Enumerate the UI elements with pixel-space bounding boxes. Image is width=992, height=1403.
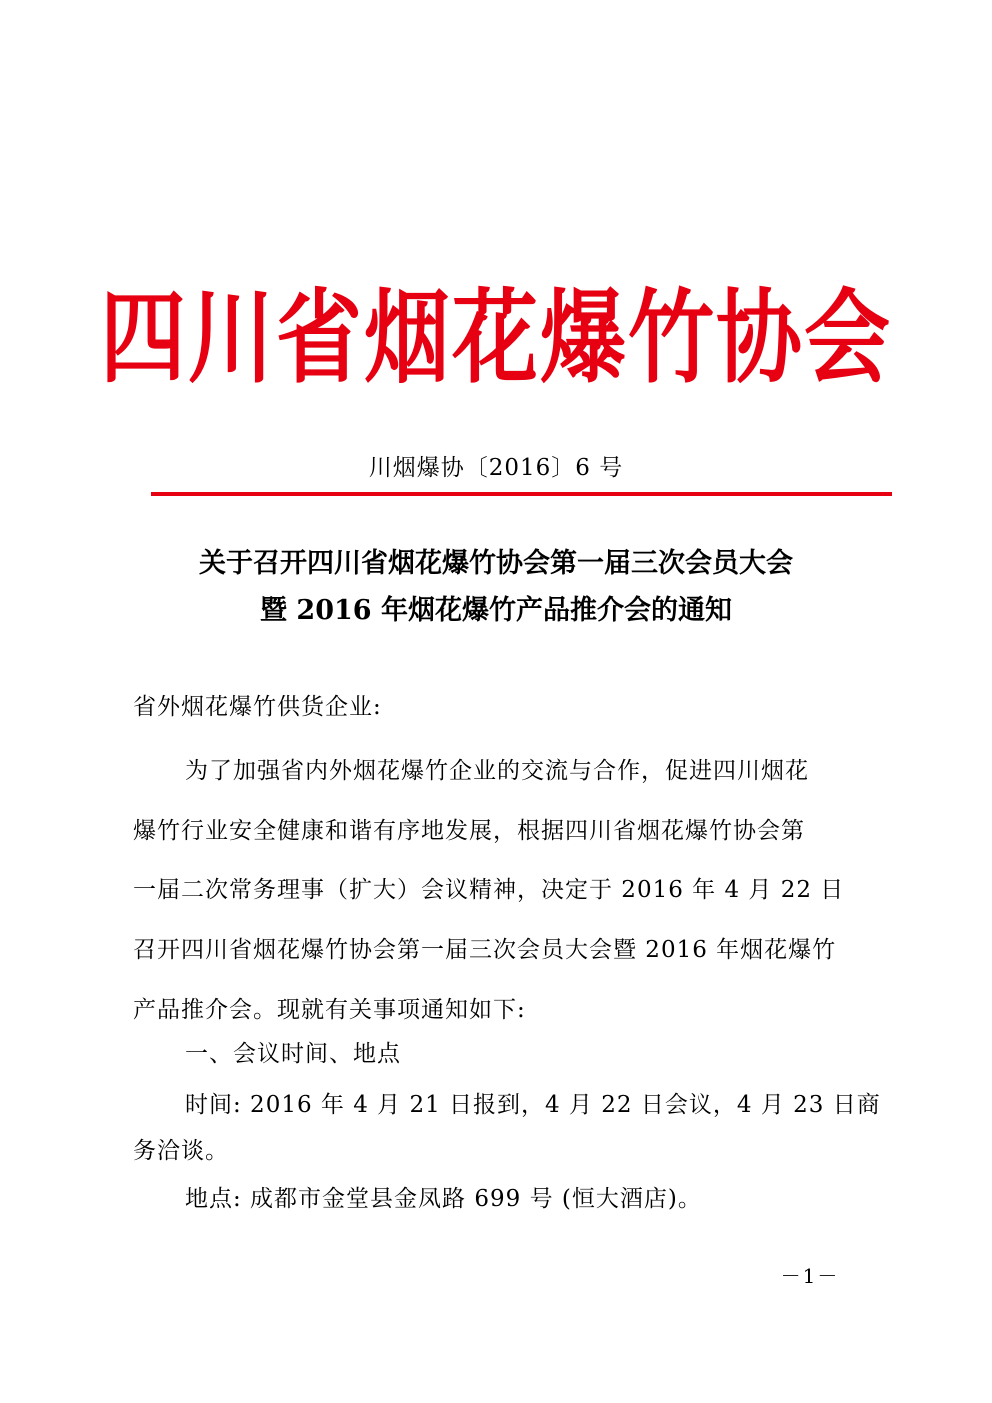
paragraph-line: 产品推介会。现就有关事项通知如下: [133,997,526,1023]
paragraph-line: 为了加强省内外烟花爆竹企业的交流与合作，促进四川烟花 [185,758,809,784]
notice-title-line-1: 关于召开四川省烟花爆竹协会第一届三次会员大会 [199,548,793,579]
paragraph-line: 召开四川省烟花爆竹协会第一届三次会员大会暨 2016 年烟花爆竹 [133,937,837,963]
paragraph-line: 一届二次常务理事（扩大）会议精神，决定于 2016 年 4 月 22 日 [133,877,845,903]
paragraph-line: 爆竹行业安全健康和谐有序地发展，根据四川省烟花爆竹协会第 [133,818,805,844]
meeting-location: 地点: 成都市金堂县金凤路 699 号 (恒大酒店)。 [185,1186,702,1212]
document-number: 川烟爆协〔2016〕6 号 [368,455,624,481]
notice-title-line-2: 暨 2016 年烟花爆竹产品推介会的通知 [260,595,732,626]
salutation: 省外烟花爆竹供货企业: [133,694,382,720]
meeting-time-line: 务洽谈。 [133,1138,229,1164]
section-heading: 一、会议时间、地点 [185,1041,401,1067]
page-number: －1－ [780,1264,840,1288]
red-divider-line [151,492,892,496]
meeting-time-line: 时间: 2016 年 4 月 21 日报到，4 月 22 日会议，4 月 23 日商 [185,1092,881,1118]
organization-header: 四川省烟花爆竹协会 [100,279,892,398]
